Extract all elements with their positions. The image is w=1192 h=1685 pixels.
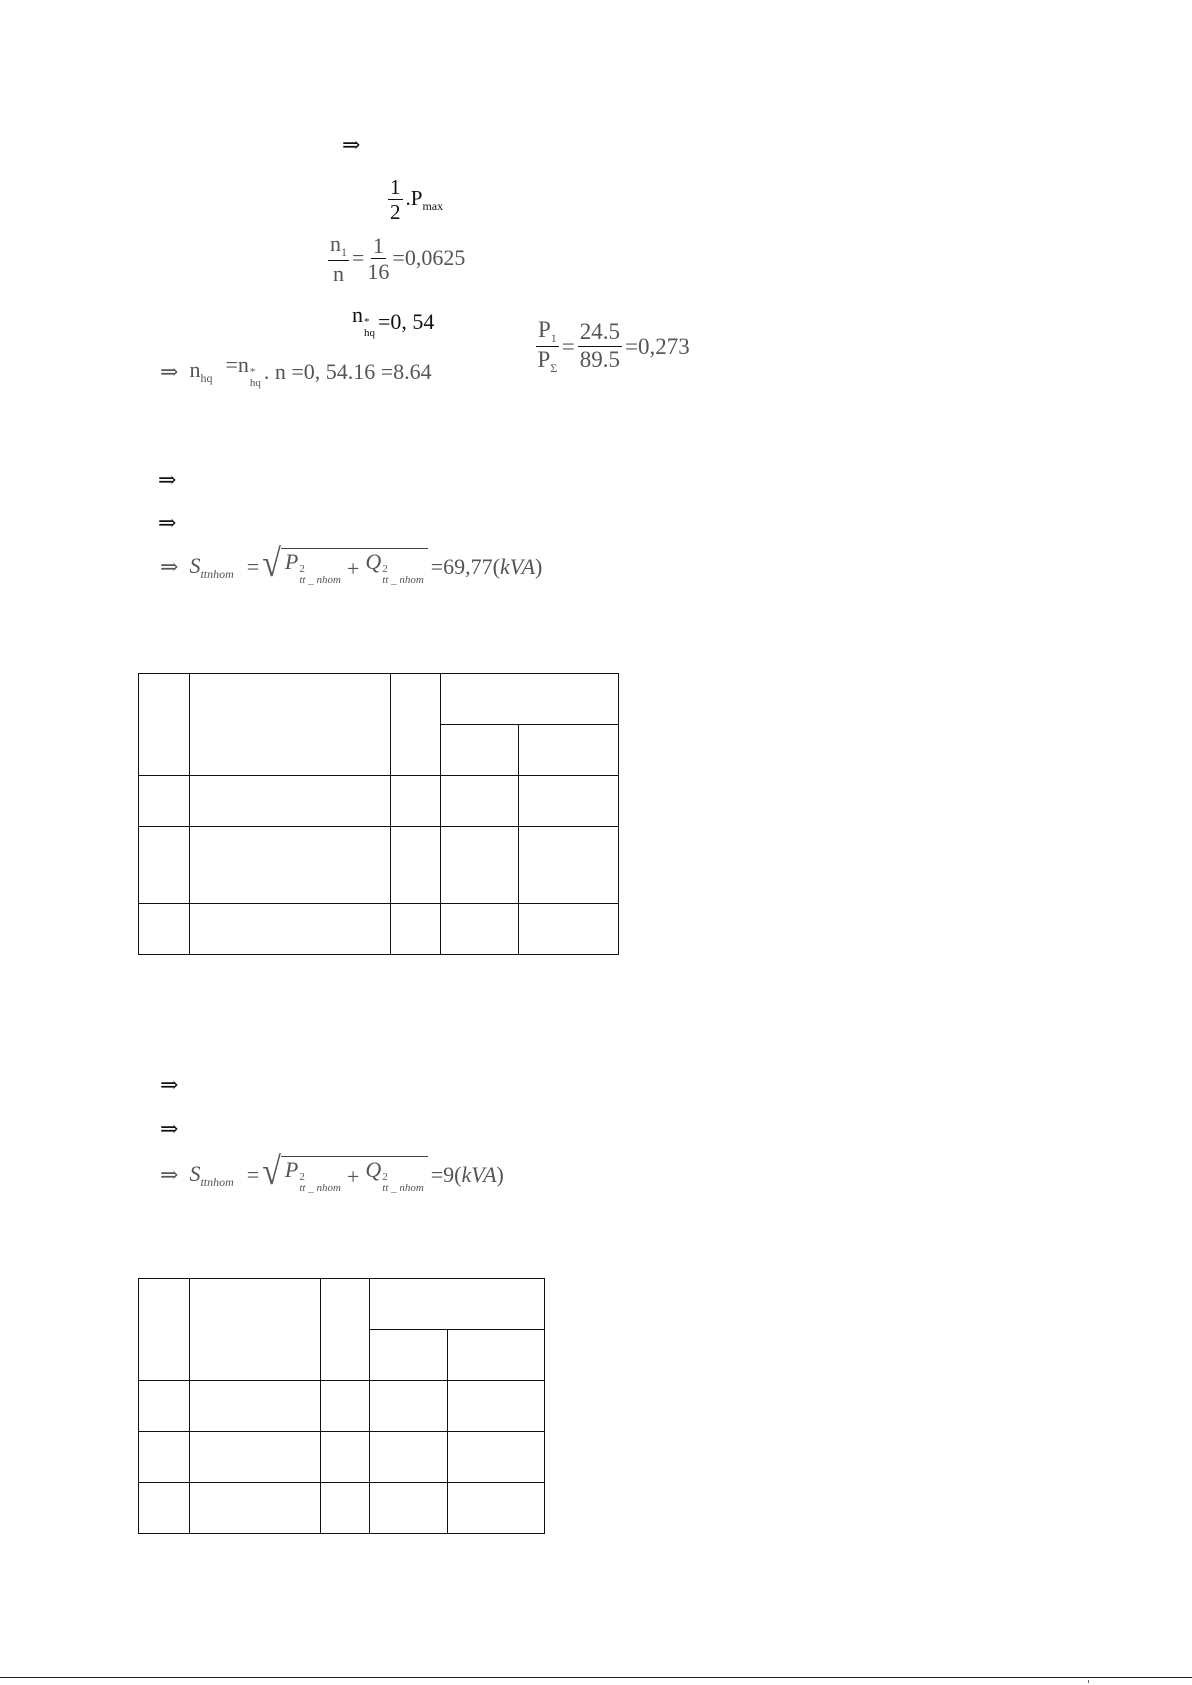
table-cell (190, 827, 391, 904)
table-cell (441, 904, 519, 955)
table-cell (441, 725, 519, 776)
page-footer-rule (0, 1677, 1192, 1678)
table-cell (441, 674, 619, 725)
table-cell (139, 1381, 190, 1432)
square-root: √ P 2 tt _ nhom + Q 2 tt _ nhom (262, 1156, 428, 1194)
table-row (139, 1381, 545, 1432)
table-cell (370, 1381, 448, 1432)
table-cell (370, 1483, 448, 1534)
implies-arrow: ⇒ (160, 1162, 179, 1187)
table-cell (448, 1483, 545, 1534)
table-row (139, 674, 619, 725)
table-cell (139, 827, 190, 904)
page-footer-mark (1088, 1680, 1089, 1683)
table-cell (448, 1330, 545, 1381)
formula-ratio-p: $\frac{P_1}{P_\Sigma}$ = $\frac{24.5}{89.5}$ =0,273 (537, 317, 690, 375)
table-cell (190, 1279, 321, 1381)
formula-nhq: ⇒ $n_{hq}$ =n * hq . n =0, 54.16 =8.64 (160, 352, 432, 389)
square-root: √ P 2 tt _ nhom + Q 2 tt _ nhom (262, 548, 428, 586)
table-cell (139, 1483, 190, 1534)
implies-arrow: ⇒ (158, 467, 177, 492)
implies-arrow: ⇒ (342, 132, 361, 157)
table-cell (441, 827, 519, 904)
table-cell (519, 725, 619, 776)
formula-s-total-2: ⇒ $S_{ttnhom}$ = √ P 2 tt _ nhom + Q 2 tt _ nhom =9(kVA) (160, 1150, 504, 1194)
table-row (139, 776, 619, 827)
table-row (139, 904, 619, 955)
table-cell (139, 1432, 190, 1483)
formula-half-pmax: $\frac{1}{2}$ $.P_{max}$ (390, 175, 444, 225)
table-cell (441, 776, 519, 827)
implies-arrow: ⇒ (160, 358, 179, 384)
table-cell (190, 1432, 321, 1483)
table-cell (321, 1381, 370, 1432)
table-cell (190, 776, 391, 827)
table-cell (391, 776, 441, 827)
table-cell (139, 776, 190, 827)
table-row (139, 827, 619, 904)
table-cell (519, 827, 619, 904)
table-row (139, 1279, 545, 1330)
table-cell (448, 1381, 545, 1432)
table-cell (321, 1432, 370, 1483)
table-cell (321, 1483, 370, 1534)
table-cell (139, 1279, 190, 1381)
table-1 (138, 673, 619, 955)
formula-ratio-n: $\frac{n_1}{n}$ = $\frac{1}{16}$ =0,0625 (330, 231, 466, 286)
table-cell (370, 1432, 448, 1483)
table-cell (519, 776, 619, 827)
table-cell (391, 674, 441, 776)
table-cell (370, 1330, 448, 1381)
implies-arrow: ⇒ (158, 510, 177, 535)
implies-arrow: ⇒ (160, 1072, 179, 1097)
table-2 (138, 1278, 545, 1534)
table-cell (321, 1279, 370, 1381)
table-cell (370, 1279, 545, 1330)
implies-arrow: ⇒ (160, 1116, 179, 1141)
table-row (139, 1432, 545, 1483)
table-cell (190, 674, 391, 776)
table-cell (190, 1381, 321, 1432)
table-cell (139, 674, 190, 776)
formula-s-total-1: ⇒ $S_{ttnhom}$ = √ P 2 tt _ nhom + Q 2 tt _ nhom =69,77(kVA) (160, 542, 543, 586)
table-cell (391, 827, 441, 904)
table-cell (391, 904, 441, 955)
formula-nhq-star: n * hq =0, 54 (352, 302, 435, 339)
table-cell (139, 904, 190, 955)
table-cell (519, 904, 619, 955)
table-cell (190, 904, 391, 955)
implies-arrow: ⇒ (160, 554, 179, 579)
table-cell (448, 1432, 545, 1483)
table-row (139, 1483, 545, 1534)
table-cell (190, 1483, 321, 1534)
